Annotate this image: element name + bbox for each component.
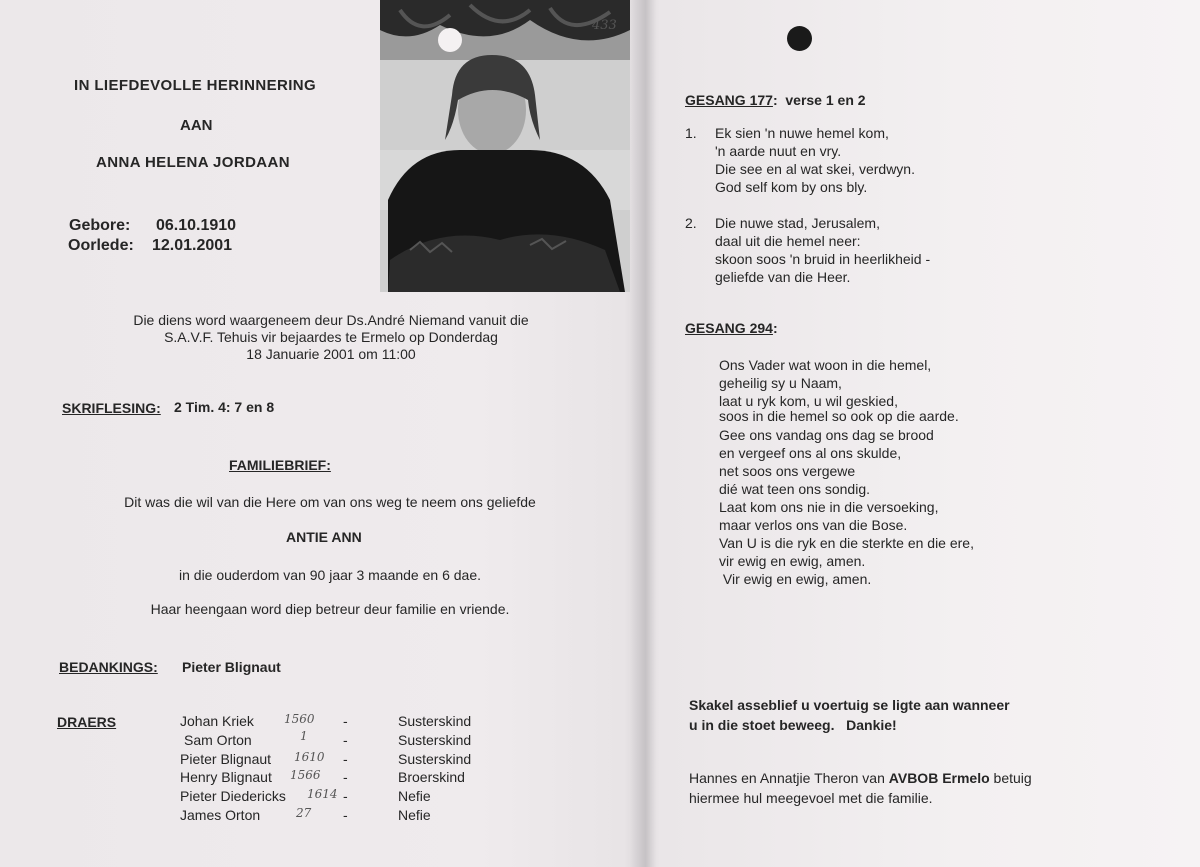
hymn2-title: GESANG 294 [685, 320, 773, 336]
notice-line1: Skakel asseblief u voertuig se ligte aan wanneer [689, 697, 1010, 713]
hymn2-line: Laat kom ons nie in die versoeking, [719, 499, 939, 515]
hymn1-verse2-line: Die nuwe stad, Jerusalem, [715, 215, 880, 231]
thanks-value: Pieter Blignaut [182, 659, 281, 675]
hymn2-line: en vergeef ons al ons skulde, [719, 445, 902, 461]
bearers-label: DRAERS [57, 714, 117, 730]
hymn1-verse2-line: skoon soos 'n bruid in heerlikheid - [715, 251, 931, 267]
born-date: 06.10.1910 [156, 217, 237, 234]
bearer-relation: Nefie [398, 807, 431, 823]
family-letter-line1: Dit was die wil van die Here om van ons weg te neem ons geliefde [124, 494, 536, 510]
undertaker-line2: hiermee hul meegevoel met die familie. [689, 790, 933, 806]
hymn2-line: Ons Vader wat woon in die hemel, [719, 357, 932, 373]
hymn1-title: GESANG 177 [685, 92, 773, 108]
bearer-relation: Susterskind [398, 751, 472, 767]
bearer-relation: Susterskind [398, 732, 472, 748]
bearer-dash: - [343, 807, 348, 823]
undertaker-brand: AVBOB Ermelo [888, 770, 990, 786]
heading-line1: IN LIEFDEVOLLE HERINNERING [74, 77, 317, 94]
notice-line2: u in die stoet beweeg. Dankie! [689, 717, 897, 733]
hymn2-line: vir ewig en ewig, amen. [719, 553, 866, 569]
hymn1-verse2-line: daal uit die hemel neer: [715, 233, 861, 249]
bearer-note: 1566 [290, 768, 321, 782]
family-letter-line2: in die ouderdom van 90 jaar 3 maande en 6 dae. [179, 567, 481, 583]
hymn2-line: soos in die hemel so ook op die aarde. [719, 408, 959, 424]
bearer-dash: - [343, 713, 348, 729]
hymn1-verse1-line: God self kom by ons bly. [715, 179, 868, 195]
bearer-relation: Broerskind [398, 769, 465, 785]
hymn2-line: Gee ons vandag ons dag se brood [719, 427, 934, 443]
hymn2-heading [685, 320, 778, 336]
born-label: Gebore: [69, 217, 131, 234]
hymn2-line: Vir ewig en ewig, amen. [719, 571, 872, 587]
hymn1-subtitle: : verse 1 en 2 [772, 92, 866, 108]
hymn1-heading [685, 92, 866, 108]
bearer-note: 1 [300, 729, 308, 743]
bearer-name: Pieter Blignaut [180, 751, 272, 767]
punch-hole-right [787, 26, 812, 51]
reading-value: 2 Tim. 4: 7 en 8 [174, 399, 275, 415]
heading-line2: AAN [180, 117, 213, 134]
died-date: 12.01.2001 [152, 237, 233, 254]
service-line2: S.A.V.F. Tehuis vir bejaardes te Ermelo op Donderdag [164, 329, 498, 345]
undertaker-prefix: Hannes en Annatjie Theron van [689, 770, 889, 786]
hymn1-verse1-number: 1. [685, 125, 697, 141]
hymn2-line: laat u ryk kom, u wil geskied, [719, 393, 898, 409]
died-label: Oorlede: [68, 237, 134, 254]
bearer-note: 1560 [284, 712, 315, 726]
hymn2-line: Van U is die ryk en die sterkte en die ere, [719, 535, 974, 551]
hymn2-line: net soos ons vergewe [719, 463, 856, 479]
bearer-dash: - [343, 788, 348, 804]
thanks-label: BEDANKINGS: [59, 659, 158, 675]
family-letter-name: ANTIE ANN [286, 529, 362, 545]
portrait-image [380, 0, 630, 292]
hymn2-line: dié wat teen ons sondig. [719, 481, 870, 497]
bearer-relation: Susterskind [398, 713, 472, 729]
bearer-note: 1610 [294, 750, 325, 764]
handwritten-number: 433 [592, 18, 617, 33]
bearer-name: Johan Kriek [180, 713, 254, 729]
punch-hole-left [438, 28, 462, 52]
deceased-name: ANNA HELENA JORDAAN [96, 154, 290, 171]
hymn2-colon: : [772, 320, 778, 336]
bearer-name: Sam Orton [184, 732, 252, 748]
bearer-dash: - [343, 732, 348, 748]
bearer-note: 1614 [307, 787, 338, 801]
hymn1-verse2-line: geliefde van die Heer. [715, 269, 851, 285]
page-fold [630, 0, 656, 867]
hymn1-verse2-number: 2. [685, 215, 697, 231]
hymn1-verse1-line: Die see en al wat skei, verdwyn. [715, 161, 915, 177]
bearer-name: Pieter Diedericks [180, 788, 286, 804]
bearer-name: Henry Blignaut [180, 769, 272, 785]
undertaker-suffix: betuig [989, 770, 1032, 786]
service-line1: Die diens word waargeneem deur Ds.André Niemand vanuit die [133, 312, 529, 328]
undertaker-line1 [689, 769, 1032, 787]
bearer-relation: Nefie [398, 788, 431, 804]
hymn2-line: geheilig sy u Naam, [719, 375, 842, 391]
family-letter-title: FAMILIEBRIEF: [229, 457, 331, 473]
hymn1-verse1-line: Ek sien 'n nuwe hemel kom, [715, 125, 889, 141]
portrait-photo [380, 0, 630, 292]
hymn2-line: maar verlos ons van die Bose. [719, 517, 908, 533]
bearer-name: James Orton [180, 807, 261, 823]
bearer-note: 27 [296, 806, 312, 820]
family-letter-line3: Haar heengaan word diep betreur deur familie en vriende. [150, 601, 510, 617]
bearer-dash: - [343, 751, 348, 767]
hymn1-verse1-line: 'n aarde nuut en vry. [715, 143, 842, 159]
reading-label: SKRIFLESING: [62, 400, 161, 416]
service-line3: 18 Januarie 2001 om 11:00 [246, 346, 416, 362]
bearer-dash: - [343, 769, 348, 785]
